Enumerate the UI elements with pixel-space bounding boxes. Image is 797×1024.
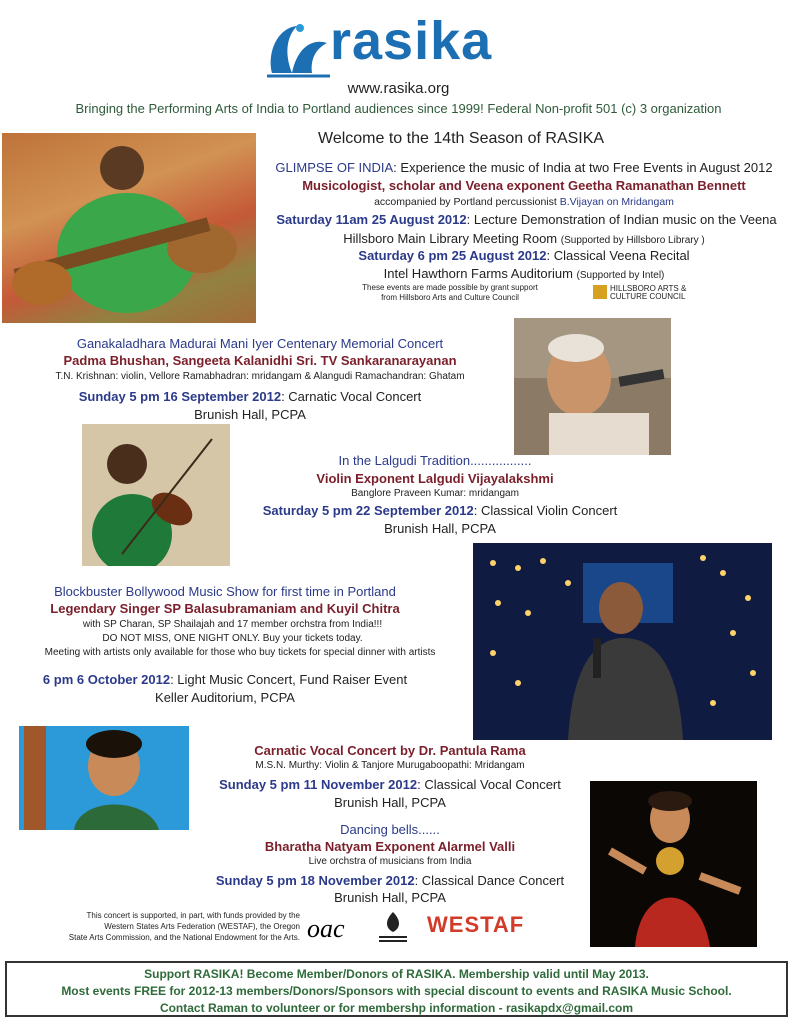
- event6-title: Dancing bells......: [340, 822, 440, 837]
- event3-artist: Violin Exponent Lalgudi Vijayalakshmi: [316, 471, 554, 486]
- hillsboro-council-logo-icon: [593, 285, 607, 299]
- peacock-logo-icon: [262, 18, 332, 78]
- event1-lead: GLIMPSE OF INDIA: [275, 160, 394, 175]
- event2-artist: Padma Bhushan, Sangeeta Kalanidhi Sri. TV Sankaranarayanan: [63, 353, 457, 368]
- event5-venue: Brunish Hall, PCPA: [334, 795, 446, 810]
- westaf-logo: WESTAF: [427, 912, 525, 937]
- membership-footer: [5, 961, 788, 1017]
- event4-line1: with SP Charan, SP Shailajah and 17 member orchstra from India!!!: [82, 619, 383, 630]
- sankaranarayanan-photo: [514, 318, 671, 455]
- welcome-heading: Welcome to the 14th Season of RASIKA: [318, 130, 605, 147]
- event3-title: In the Lalgudi Tradition.................: [338, 453, 532, 468]
- event4-line3: Meeting with artists only available for those who buy tickets for special dinner with artists: [44, 647, 436, 658]
- event1-accomp: accompanied by Portland percussionist B.Vijayan on Mridangam: [374, 196, 674, 208]
- sp-balasubramaniam-photo: [473, 543, 772, 740]
- event5-accomp: M.S.N. Murthy: Violin & Tanjore Murugaboopathi: Mridangam: [255, 760, 525, 771]
- event1-artist: Musicologist, scholar and Veena exponent Geetha Ramanathan Bennett: [302, 178, 746, 193]
- veena-artist-photo: [2, 133, 256, 323]
- event4-artist: Legendary Singer SP Balasubramaniam and Kuyil Chitra: [50, 601, 400, 616]
- event1-line1: Saturday 11am 25 August 2012: Lecture Demonstration of Indian music on the Veena: [276, 212, 777, 227]
- event1-intro: [256, 160, 792, 175]
- event3-accomp: Banglore Praveen Kumar: mridangam: [351, 488, 519, 499]
- event2-date-line: Sunday 5 pm 16 September 2012: Carnatic Vocal Concert: [78, 389, 422, 404]
- footer-line3: Contact Raman to volunteer or for membershp information - rasikapdx@gmail.com: [159, 1001, 634, 1015]
- oregon-arts-commission-logo-icon: [305, 911, 357, 945]
- logo-wordmark: rasika: [330, 11, 493, 71]
- event1-grant-line1: These events are made possible by grant support: [362, 283, 538, 292]
- svg-text:oac: oac: [307, 914, 345, 943]
- event1-venue2: Intel Hawthorn Farms Auditorium (Supported by Intel): [383, 266, 665, 281]
- pantula-rama-photo: [19, 726, 189, 830]
- event6-artist: Bharatha Natyam Exponent Alarmel Valli: [264, 839, 516, 854]
- event4-line2: DO NOT MISS, ONE NIGHT ONLY. Buy your tickets today.: [102, 633, 363, 644]
- support-statement: This concert is supported, in part, with funds provided by the Western States Arts Federation (WESTAF), the Oregon State Arts Commission, and the National Endowment for the Arts.: [68, 911, 300, 942]
- event2-accomp: T.N. Krishnan: violin, Vellore Ramabhadran: mridangam & Alangudi Ramachandran: Ghatam: [55, 371, 465, 382]
- event5-date-line: Sunday 5 pm 11 November 2012: Classical Vocal Concert: [219, 777, 561, 792]
- event4-venue: Keller Auditorium, PCPA: [155, 690, 295, 705]
- event1-lead-rest: : Experience the music of India at two Free Events in August 2012: [393, 160, 773, 175]
- footer-line1: Support RASIKA! Become Member/Donors of RASIKA. Membership valid until May 2013.: [144, 967, 649, 981]
- hillsboro-council-name: HILLSBORO ARTS & CULTURE COUNCIL: [610, 284, 687, 301]
- event1-line2: Saturday 6 pm 25 August 2012: Classical Veena Recital: [358, 248, 690, 263]
- event3-date-line: Saturday 5 pm 22 September 2012: Classical Violin Concert: [262, 503, 618, 518]
- nea-logo-icon: [375, 910, 411, 948]
- alarmel-valli-photo: [590, 781, 757, 947]
- event6-date-line: Sunday 5 pm 18 November 2012: Classical Dance Concert: [215, 873, 565, 888]
- event4-title: Blockbuster Bollywood Music Show for first time in Portland: [54, 584, 396, 599]
- event3-venue: Brunish Hall, PCPA: [384, 521, 496, 536]
- event6-venue: Brunish Hall, PCPA: [334, 890, 446, 905]
- footer-line2: Most events FREE for 2012-13 members/Donors/Sponsors with special discount to events and RASIKA Music School.: [61, 984, 732, 998]
- event4-date-line: 6 pm 6 October 2012: Light Music Concert, Fund Raiser Event: [42, 672, 408, 687]
- tagline: Bringing the Performing Arts of India to Portland audiences since 1999! Federal Non-profit 501 (c) 3 organization: [75, 101, 722, 116]
- violinist-photo: [82, 424, 230, 566]
- event1-grant-line2: from Hillsboro Arts and Culture Council: [381, 293, 519, 302]
- site-url[interactable]: www.rasika.org: [347, 80, 450, 97]
- event6-accomp: Live orchstra of musicians from India: [308, 856, 472, 867]
- event5-artist: Carnatic Vocal Concert by Dr. Pantula Rama: [254, 743, 526, 758]
- event2-title: Ganakaladhara Madurai Mani Iyer Centenary Memorial Concert: [76, 336, 444, 351]
- event1-venue1: Hillsboro Main Library Meeting Room (Supported by Hillsboro Library ): [343, 231, 705, 246]
- event2-venue: Brunish Hall, PCPA: [194, 407, 306, 422]
